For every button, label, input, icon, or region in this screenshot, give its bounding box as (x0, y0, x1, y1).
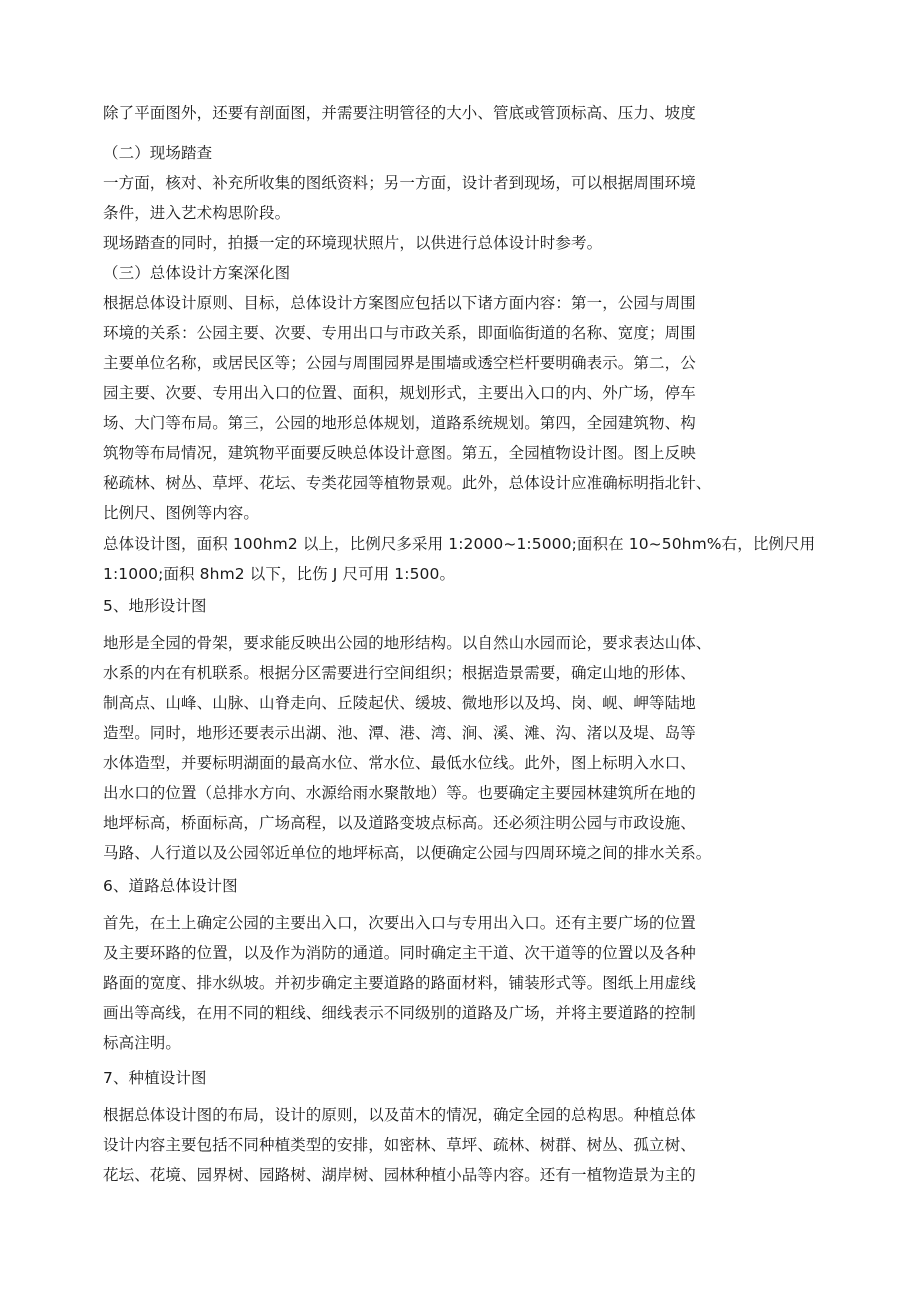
text-line: 马路、人行道以及公园邻近单位的地坪标高，以便确定公园与四周环境之间的排水关系。 (103, 844, 712, 862)
section-heading: （二）现场踏查 (103, 144, 213, 162)
text-line: 标高注明。 (103, 1034, 182, 1052)
text-line: 一方面，核对、补充所收集的图纸资料；另一方面，设计者到现场，可以根据周围环境 (103, 174, 696, 192)
text-line: 及主要环路的位置，以及作为消防的通道。同时确定主干道、次干道等的位置以及各种 (103, 944, 696, 962)
section-heading: 7、种植设计图 (103, 1069, 207, 1087)
text-line: 地形是全园的骨架，要求能反映出公园的地形结构。以自然山水园而论，要求表达山体、 (103, 634, 712, 652)
text-line: 主要单位名称，或居民区等；公园与周围园界是围墙或透空栏杆要明确表示。第二，公 (103, 354, 696, 372)
text-line: 比例尺、图例等内容。 (103, 504, 260, 522)
text-line: 园主要、次要、专用出入口的位置、面积，规划形式，主要出入口的内、外广场，停车 (103, 384, 696, 402)
text-line: 水体造型，并要标明湖面的最高水位、常水位、最低水位线。此外，图上标明入水口、 (103, 754, 696, 772)
text-line: 地坪标高，桥面标高，广场高程，以及道路变坡点标高。还必须注明公园与市政设施、 (103, 814, 696, 832)
text-line: 首先，在土上确定公园的主要出入口，次要出入口与专用出入口。还有主要广场的位置 (103, 914, 696, 932)
text-line: 水系的内在有机联系。根据分区需要进行空间组织；根据造景需要，确定山地的形体、 (103, 664, 696, 682)
text-line: 根据总体设计原则、目标，总体设计方案图应包括以下诸方面内容：第一，公园与周围 (103, 294, 696, 312)
section-heading: 5、地形设计图 (103, 597, 207, 615)
text-line: 1:1000;面积 8hm2 以下，比伤 J 尺可用 1:500。 (103, 565, 456, 583)
section-heading: 6、道路总体设计图 (103, 877, 238, 895)
text-line: 现场踏查的同时，拍摄一定的环境现状照片，以供进行总体设计时参考。 (103, 234, 603, 252)
text-line: 总体设计图，面积 100hm2 以上，比例尺多采用 1:2000~1:5000;面积在 10~50hm%右，比例尺用 (103, 535, 816, 553)
text-line: 画出等高线，在用不同的粗线、细线表示不同级别的道路及广场，并将主要道路的控制 (103, 1004, 696, 1022)
text-line: 设计内容主要包括不同种植类型的安排，如密林、草坪、疏林、树群、树丛、孤立树、 (103, 1136, 696, 1154)
text-line: 出水口的位置（总排水方向、水源给雨水聚散地）等。也要确定主要园林建筑所在地的 (103, 784, 696, 802)
text-line: 筑物等布局情况，建筑物平面要反映总体设计意图。第五，全园植物设计图。图上反映 (103, 444, 696, 462)
text-line: 花坛、花境、园界树、园路树、湖岸树、园林种植小品等内容。还有一植物造景为主的 (103, 1166, 696, 1184)
text-line: 条件，进入艺术构思阶段。 (103, 204, 291, 222)
text-line: 除了平面图外，还要有剖面图，并需要注明管径的大小、管底或管顶标高、压力、坡度 (103, 104, 696, 122)
text-line: 秘疏林、树丛、草坪、花坛、专类花园等植物景观。此外，总体设计应准确标明指北针、 (103, 474, 712, 492)
text-line: 根据总体设计图的布局，设计的原则，以及苗木的情况，确定全园的总构思。种植总体 (103, 1106, 696, 1124)
text-line: 路面的宽度、排水纵坡。并初步确定主要道路的路面材料，铺装形式等。图纸上用虚线 (103, 974, 696, 992)
text-line: 环境的关系：公园主要、次要、专用出口与市政关系，即面临街道的名称、宽度；周围 (103, 324, 696, 342)
text-line: 造型。同时，地形还要表示出湖、池、潭、港、湾、涧、溪、滩、沟、渚以及堤、岛等 (103, 724, 696, 742)
section-heading: （三）总体设计方案深化图 (103, 264, 291, 282)
text-line: 场、大门等布局。第三，公园的地形总体规划，道路系统规划。第四，全园建筑物、构 (103, 414, 696, 432)
text-line: 制高点、山峰、山脉、山脊走向、丘陵起伏、缓坡、微地形以及坞、岗、岘、岬等陆地 (103, 694, 696, 712)
